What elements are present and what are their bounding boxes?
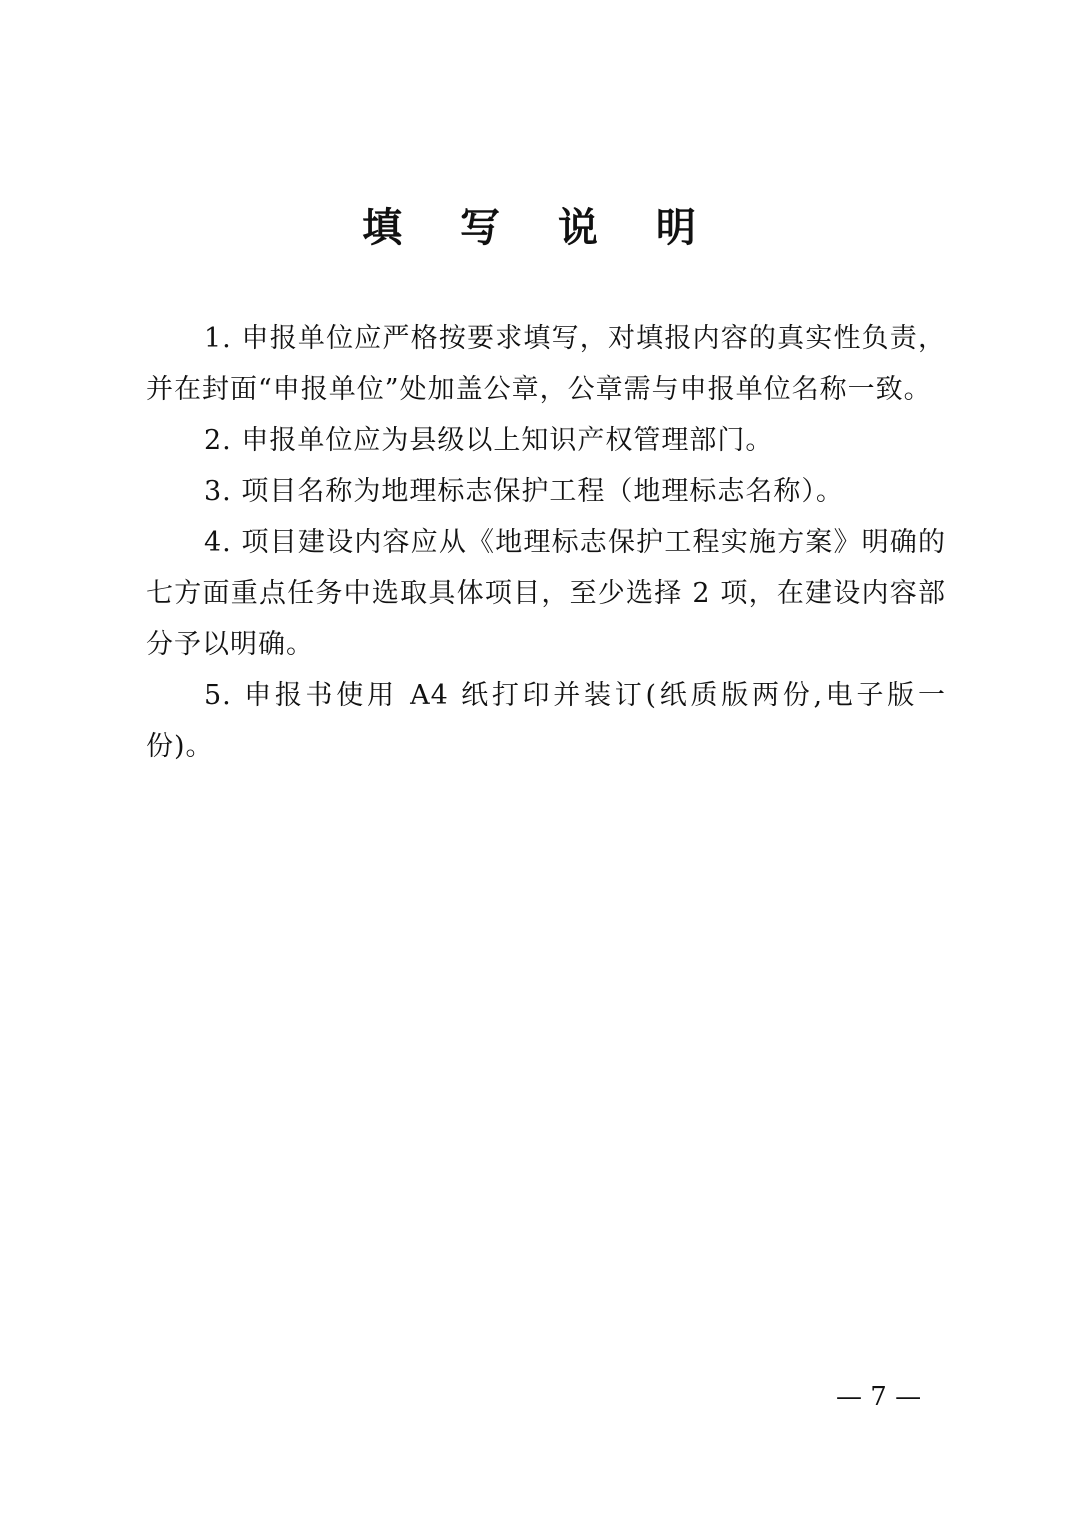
page-number: — 7 — — [836, 1382, 922, 1412]
instruction-item-3: 3. 项目名称为地理标志保护工程（地理标志名称）。 — [204, 476, 844, 507]
instruction-item-2: 2. 申报单位应为县级以上知识产权管理部门。 — [204, 425, 774, 456]
instruction-item-5: 5. 申报书使用 A4 纸打印并装订(纸质版两份,电子版一份)。 — [146, 680, 946, 762]
instruction-item-1: 1. 申报单位应严格按要求填写，对填报内容的真实性负责，并在封面“申报单位”处加盖公章，公章需与申报单位名称一致。 — [146, 323, 946, 405]
instruction-item-4: 4. 项目建设内容应从《地理标志保护工程实施方案》明确的七方面重点任务中选取具体项目，至少选择 2 项，在建设内容部分予以明确。 — [146, 527, 946, 660]
instructions-body — [146, 313, 946, 772]
page-title: 填 写 说 明 — [362, 204, 718, 251]
